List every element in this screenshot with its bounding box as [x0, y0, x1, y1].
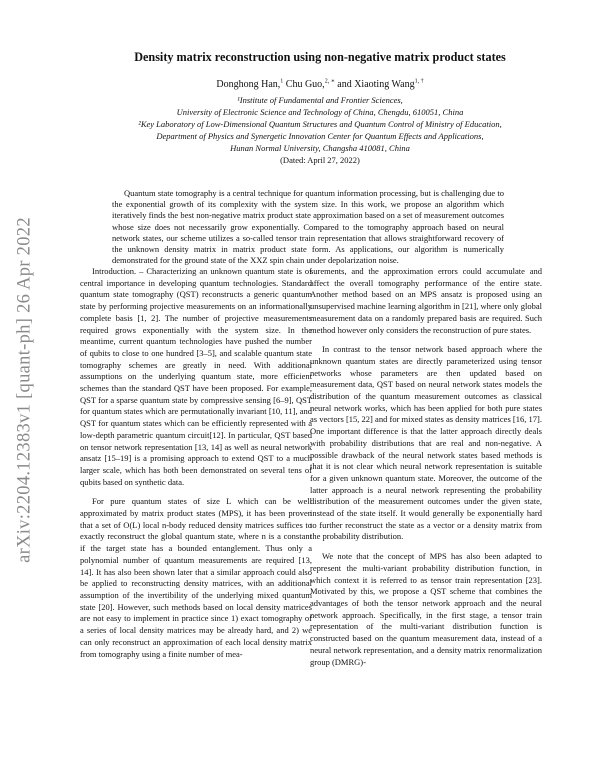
affiliation-line: Department of Physics and Synergetic Innovation Center for Quantum Effects and Applications, — [156, 131, 484, 141]
author-marker: 1 — [280, 78, 284, 85]
arxiv-stamp — [10, 200, 40, 580]
affiliation-line: ¹Institute of Fundamental and Frontier Sciences, — [237, 95, 403, 105]
paper-title: Density matrix reconstruction using non-negative matrix product states — [134, 50, 506, 64]
body-paragraph: For pure quantum states of size L which can be well approximated by matrix product states (MPS), it has been proven that a set of O(L) local n-body reduced density matrices suffices to exactly reconstruct the global quantum state, where n is a constant if the target state has a bounded entanglement. Thus only a polynomial number of quantum measurements are required [13, 14]. It has also been shown later that a similar approach could also be applied to reconstructing density matrices, with an additional assumption of the invertibility of the underlying mixed quantum state [20]. However, such methods based on local density matrices are not easy to implement in practice since 1) exact tomography of a series of local density matrices may be already hard, and 2) we can only reconstruct an approximation of each local density matrix from tomography using a finite number of mea- — [80, 496, 312, 659]
body-paragraph: surements, and the approximation errors could accumulate and affect the overall tomography performance of the entire state. Another method based on an MPS ansatz is proposed using an unsupervised machine learning algorithm in [21], where only global measurement data on a randomly prepared basis are required. Such method however only considers the reconstruction of pure states. — [310, 266, 542, 335]
date-line: (Dated: April 27, 2022) — [280, 155, 360, 165]
author-name: Chu Guo, — [283, 79, 325, 90]
body-paragraph: In contrast to the tensor network based approach where the unknown quantum states are directly parameterized using tensor networks whose parameters are then updated based on measurement data, QST based on neural network states models the distribution of the quantum measurement outcomes as classical neural network works, which has been applied for both pure states as vectors [15, 22] and for mixed states as density matrices [16, 17]. One important difference is that the latter approach directly deals with probability distributions that are real and non-negative. A possible drawback of the neural network states based methods is that it is not clear which neural network representation is suitable for a given unknown quantum state. Moreover, the outcome of the latter approach is a neural network representing the probability distribution of the measurement outcomes under the given state, instead of the state itself. It would generally be exponentially hard to further reconstruct the state as a vector or a density matrix from the probability distribution. — [310, 344, 542, 542]
left-column — [80, 266, 312, 668]
affiliation-line: University of Electronic Science and Technology of China, Chengdu, 610051, China — [176, 107, 464, 117]
right-column — [310, 266, 542, 676]
author-marker: 2, ∗ — [324, 78, 335, 85]
author-marker: 1, † — [414, 78, 424, 85]
paper-header — [60, 50, 580, 166]
affiliation-line: ²Key Laboratory of Low-Dimensional Quantum Structures and Quantum Control of Ministry of Education, — [138, 119, 502, 129]
arxiv-identifier: arXiv:2204.12383v1 [quant-ph] 26 Apr 2022 — [14, 217, 35, 563]
body-paragraph: We note that the concept of MPS has also been adapted to represent the multi-variant probability distribution function, in which context it is referred to as tensor train representation [23]. Motivated by this, we propose a QST scheme that combines the advantages of both the tensor network approach and the neural network approach. Specifically, in the first stage, a tensor train representation of the multi-variant distribution function is constructed based on the quantum measurement data, instead of a neural network representation, and a density matrix renormalization group (DMRG)- — [310, 551, 542, 667]
body-paragraph: Introduction. – Characterizing an unknown quantum state is of central importance in developing quantum technologies. Standard quantum state tomography (QST) reconstructs a generic quantum state by performing projective measurements on an informationally complete basis [1, 2]. The number of projective measurements required grows exponentially with the system size. In the meantime, current quantum technologies have pushed the number of qubits to close to one hundred [3–5], and scalable quantum state tomography schemes are greatly in need. With additional assumptions on the underlying quantum state, more efficient schemes than the standard QST have been proposed. For example, QST for a sparse quantum state by compressive sensing [6–9], QST for quantum states which are permutationally invariant [10, 11], and QST for quantum states which can be efficiently represented with a low-depth parametric quantum circuit[12]. In particular, QST based on tensor network representation [13, 14] as well as neural network ansatz [15–19] is a promising approach to extend QST to a much larger scale, which has both been demonstrated on several tens of qubits based on synthetic data. — [80, 266, 312, 487]
affiliation-line: Hunan Normal University, Changsha 410081, China — [230, 143, 410, 153]
abstract: Quantum state tomography is a central technique for quantum information processing, but is challenging due to the exponential growth of its complexity with the system size. In this work, we propose an algorithm which iteratively finds the best non-negative matrix product state approximation based on a set of measurement outcomes whose size does not necessarily grow exponentially. Compared to the tomography approach based on neural network states, our scheme utilizes a so-called tensor train representation that allows straightforward recovery of the unknown density matrix in matrix product state form. As applications, our algorithm is numerically demonstrated for the ground state of the XXZ spin chain under depolarization noise. — [112, 188, 504, 266]
author-name: Donghong Han, — [216, 79, 281, 90]
author-name: and Xiaoting Wang — [334, 79, 415, 90]
author-list — [60, 79, 580, 90]
